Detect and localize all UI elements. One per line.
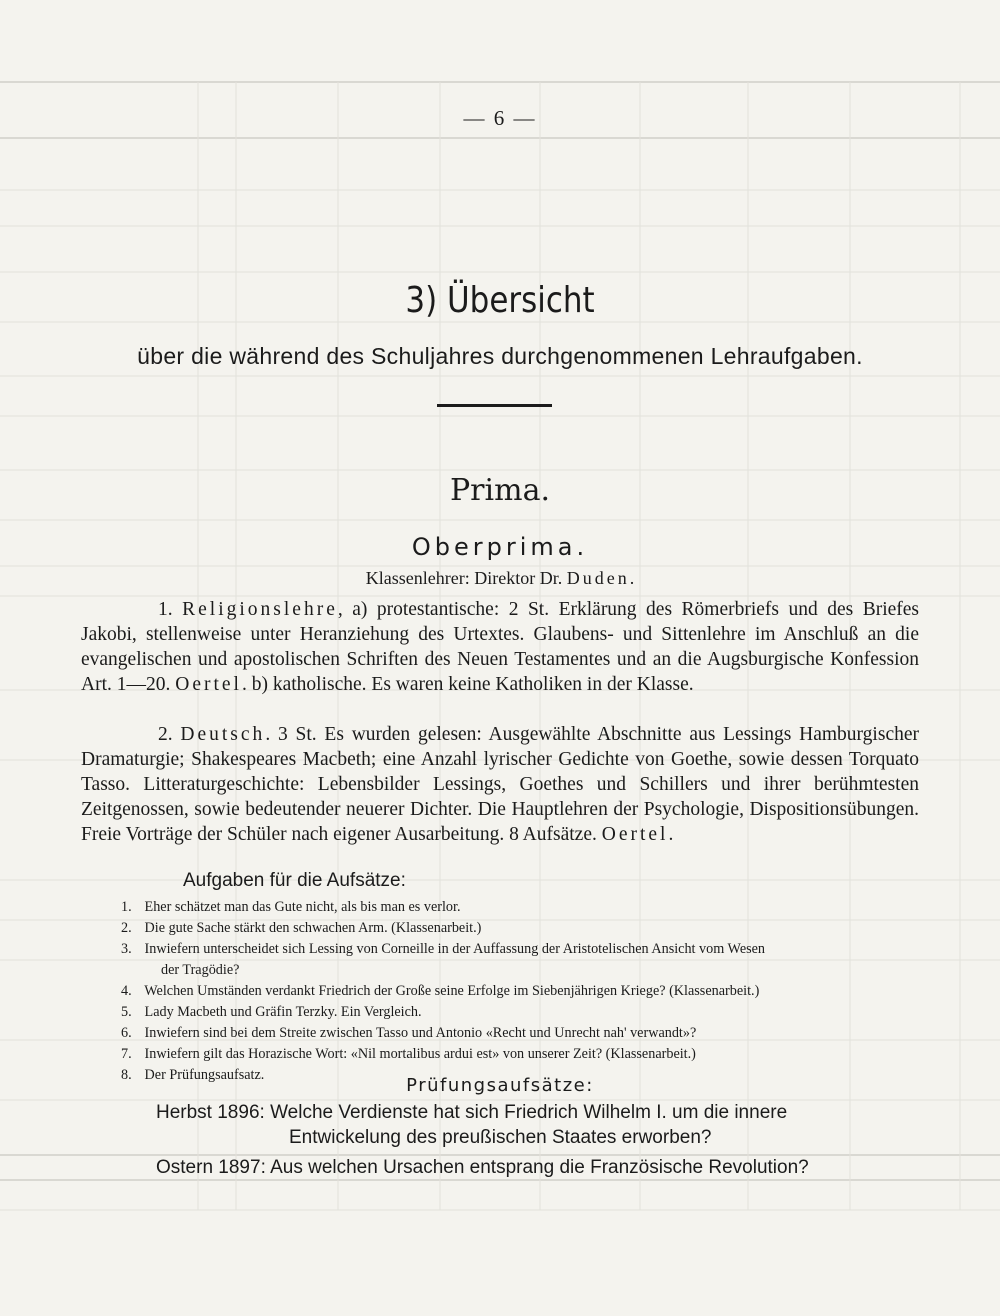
class-teacher-prefix: Klassenlehrer: Direktor Dr.	[365, 568, 567, 588]
list-item: 3. Inwiefern unterscheidet sich Lessing von Corneille in der Auffassung der Aristotelischen Ansicht vom Wesen	[121, 941, 766, 957]
religion-text: , a) protestantische: 2 St. Erklärung des Römerbriefs und des Briefes Jakobi, stellenweise unter Heranziehung des Urtextes. Glaubens- und Sittenlehre im Anschluß an die evangelischen und apostolischen Schriften des Neuen Testamentes und an die Augsburgische Konfession Art. 1—20.	[81, 599, 920, 695]
deutsch-teacher: Oertel	[601, 824, 669, 845]
list-item: 8. Der Prüfungsaufsatz.	[121, 1067, 265, 1083]
class-teacher-name: Duden	[566, 568, 630, 588]
essay-topics-heading: Aufgaben für die Aufsätze:	[183, 870, 406, 891]
religion-teacher: Oertel	[175, 674, 242, 695]
essay-topics-list	[121, 897, 921, 1086]
deutsch-number: 2.	[158, 724, 173, 745]
religion-text-after: . b) katholische. Es waren keine Katholiken in der Klasse.	[241, 674, 694, 695]
list-item: 5. Lady Macbeth und Gräfin Terzky. Ein Vergleich.	[121, 1004, 422, 1020]
exam-essay-easter	[156, 1155, 926, 1180]
exam-essay-line: Herbst 1896: Welche Verdienste hat sich Friedrich Wilhelm I. um die innere	[156, 1102, 788, 1123]
list-item: 1. Eher schätzet man das Gute nicht, als bis man es verlor.	[121, 899, 461, 915]
religion-subject: Religionslehre	[182, 599, 338, 620]
exam-essay-line: Ostern 1897: Aus welchen Ursachen entsprang die Französische Revolution?	[156, 1157, 809, 1178]
deutsch-text-after: .	[668, 824, 674, 845]
list-item: 4. Welchen Umständen verdankt Friedrich der Große seine Erfolge im Siebenjährigen Kriege? (Klassenarbeit.)	[121, 983, 760, 999]
list-item: 2. Die gute Sache stärkt den schwachen Arm. (Klassenarbeit.)	[121, 920, 482, 936]
class-teacher-line	[0, 568, 1000, 589]
page-number: — 6 —	[463, 106, 537, 130]
section-title: Prima.	[450, 473, 550, 508]
class-teacher-suffix: .	[629, 568, 635, 588]
list-item: 6. Inwiefern sind bei dem Streite zwischen Tasso und Antonio «Recht und Unrecht nah' verwandt»?	[121, 1025, 697, 1041]
deutsch-text: . 3 St. Es wurden gelesen: Ausgewählte Abschnitte aus Lessings Hamburgischer Dramaturgie; Shakespeares Macbeth; eine Anzahl lyrischer Gedichte von Goethe, sowie dessen Torquato Tasso. Litteraturgeschichte: Lebensbilder Lessings, Goethes und Schillers und ihrer berühmtesten Zeitgenossen, sowie bedeutender neuerer Dichter. Die Hauptlehren der Psychologie, Dispositionsübungen. Freie Vorträge der Schüler nach eigener Ausarbeitung. 8 Aufsätze.	[81, 724, 919, 845]
class-title: Oberprima.	[411, 533, 589, 561]
religion-paragraph	[81, 597, 919, 697]
list-item-continuation: der Tragödie?	[161, 962, 240, 978]
exam-essays-heading: Prüfungsaufsätze:	[406, 1075, 594, 1096]
page-subtitle: über die während des Schuljahres durchgenommenen Lehraufgaben.	[137, 343, 863, 369]
exam-essay-line: Entwickelung des preußischen Staates erworben?	[289, 1127, 712, 1148]
list-item: 7. Inwiefern gilt das Horazische Wort: «Nil mortalibus ardui est» von unserer Zeit? (Klassenarbeit.)	[121, 1046, 696, 1062]
religion-number: 1.	[158, 599, 173, 620]
divider	[437, 404, 552, 407]
deutsch-subject: Deutsch	[180, 724, 266, 745]
deutsch-paragraph	[81, 722, 919, 847]
page-title: 3) Übersicht	[405, 280, 595, 321]
exam-essay-autumn	[156, 1100, 926, 1150]
